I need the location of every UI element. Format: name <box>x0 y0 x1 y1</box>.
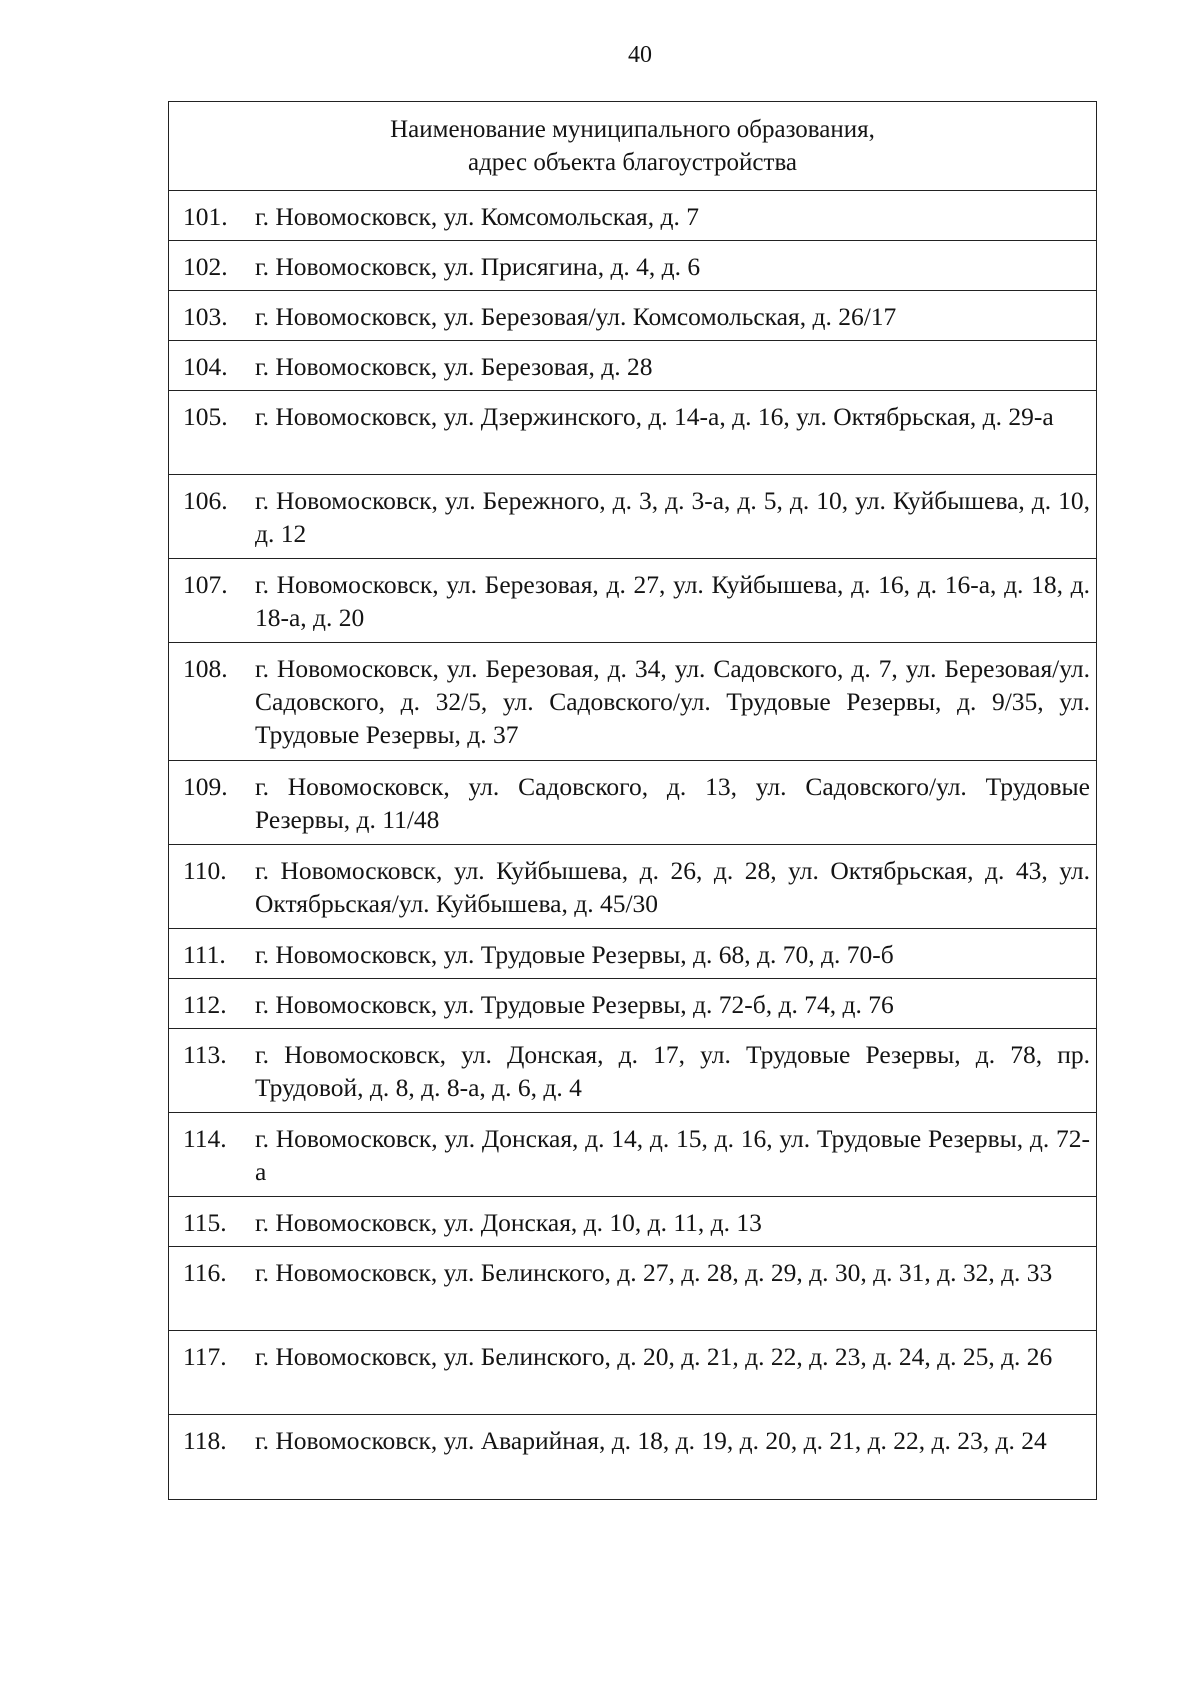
row-number: 104. <box>183 352 228 381</box>
row-address: г. Новомосковск, ул. Бережного, д. 3, д. 3-а, д. 5, д. 10, ул. Куйбышева, д. 10, д. 12 <box>255 486 1090 548</box>
row-number: 113. <box>183 1040 227 1069</box>
row-address: г. Новомосковск, ул. Садовского, д. 13, ул. Садовского/ул. Трудовые Резервы, д. 11/48 <box>255 772 1090 834</box>
table-row <box>169 1113 1096 1197</box>
row-number: 108. <box>183 654 228 683</box>
table-row <box>169 241 1096 291</box>
row-number: 105. <box>183 402 228 431</box>
row-address: г. Новомосковск, ул. Белинского, д. 27, д. 28, д. 29, д. 30, д. 31, д. 32, д. 33 <box>255 1258 1053 1287</box>
row-address: г. Новомосковск, ул. Присягина, д. 4, д. 6 <box>255 252 701 281</box>
table-row <box>169 845 1096 929</box>
table-header <box>169 102 1096 191</box>
row-number: 109. <box>183 772 228 801</box>
row-number: 107. <box>183 570 228 599</box>
table-row <box>169 929 1096 979</box>
row-address: г. Новомосковск, ул. Трудовые Резервы, д. 68, д. 70, д. 70-б <box>255 940 894 969</box>
row-address: г. Новомосковск, ул. Дзержинского, д. 14-а, д. 16, ул. Октябрьская, д. 29-а <box>255 402 1054 431</box>
table-row <box>169 391 1096 475</box>
row-number: 110. <box>183 856 227 885</box>
table-row <box>169 191 1096 241</box>
table-row <box>169 1331 1096 1415</box>
row-address: г. Новомосковск, ул. Аварийная, д. 18, д. 19, д. 20, д. 21, д. 22, д. 23, д. 24 <box>255 1426 1047 1455</box>
row-address: г. Новомосковск, ул. Комсомольская, д. 7 <box>255 202 699 231</box>
table-row <box>169 475 1096 559</box>
row-address: г. Новомосковск, ул. Березовая/ул. Комсомольская, д. 26/17 <box>255 302 897 331</box>
row-address: г. Новомосковск, ул. Донская, д. 17, ул. Трудовые Резервы, д. 78, пр. Трудовой, д. 8, д. 8-а, д. 6, д. 4 <box>255 1040 1090 1102</box>
row-number: 114. <box>183 1124 227 1153</box>
table-row <box>169 1197 1096 1247</box>
table-header-line-2: адрес объекта благоустройства <box>467 149 798 176</box>
address-table <box>168 101 1097 1500</box>
row-number: 111. <box>183 940 226 969</box>
page-number: 40 <box>628 42 652 68</box>
row-number: 101. <box>183 202 228 231</box>
table-row <box>169 291 1096 341</box>
row-address: г. Новомосковск, ул. Березовая, д. 28 <box>255 352 653 381</box>
table-row <box>169 341 1096 391</box>
row-address: г. Новомосковск, ул. Донская, д. 10, д. 11, д. 13 <box>255 1208 762 1237</box>
table-row <box>169 761 1096 845</box>
row-address: г. Новомосковск, ул. Трудовые Резервы, д. 72-б, д. 74, д. 76 <box>255 990 894 1019</box>
table-row <box>169 643 1096 761</box>
row-number: 118. <box>183 1426 227 1455</box>
row-address: г. Новомосковск, ул. Березовая, д. 27, ул. Куйбышева, д. 16, д. 16-а, д. 18, д. 18-а, д. 20 <box>255 570 1090 632</box>
table-row <box>169 1029 1096 1113</box>
table-row <box>169 1247 1096 1331</box>
table-row <box>169 1415 1096 1499</box>
row-number: 106. <box>183 486 228 515</box>
row-number: 116. <box>183 1258 227 1287</box>
table-row <box>169 559 1096 643</box>
row-number: 117. <box>183 1342 227 1371</box>
row-number: 115. <box>183 1208 227 1237</box>
table-row <box>169 979 1096 1029</box>
row-number: 103. <box>183 302 228 331</box>
row-number: 112. <box>183 990 227 1019</box>
row-number: 102. <box>183 252 228 281</box>
table-header-line-1: Наименование муниципального образования, <box>390 116 875 143</box>
row-address: г. Новомосковск, ул. Куйбышева, д. 26, д. 28, ул. Октябрьская, д. 43, ул. Октябрьская/ул. Куйбышева, д. 45/30 <box>255 856 1090 918</box>
row-address: г. Новомосковск, ул. Донская, д. 14, д. 15, д. 16, ул. Трудовые Резервы, д. 72-а <box>255 1124 1090 1186</box>
row-address: г. Новомосковск, ул. Березовая, д. 34, ул. Садовского, д. 7, ул. Березовая/ул. Садовского, д. 32/5, ул. Садовского/ул. Трудовые Резервы, д. 9/35, ул. Трудовые Резервы, д. 37 <box>255 654 1090 749</box>
row-address: г. Новомосковск, ул. Белинского, д. 20, д. 21, д. 22, д. 23, д. 24, д. 25, д. 26 <box>255 1342 1053 1371</box>
